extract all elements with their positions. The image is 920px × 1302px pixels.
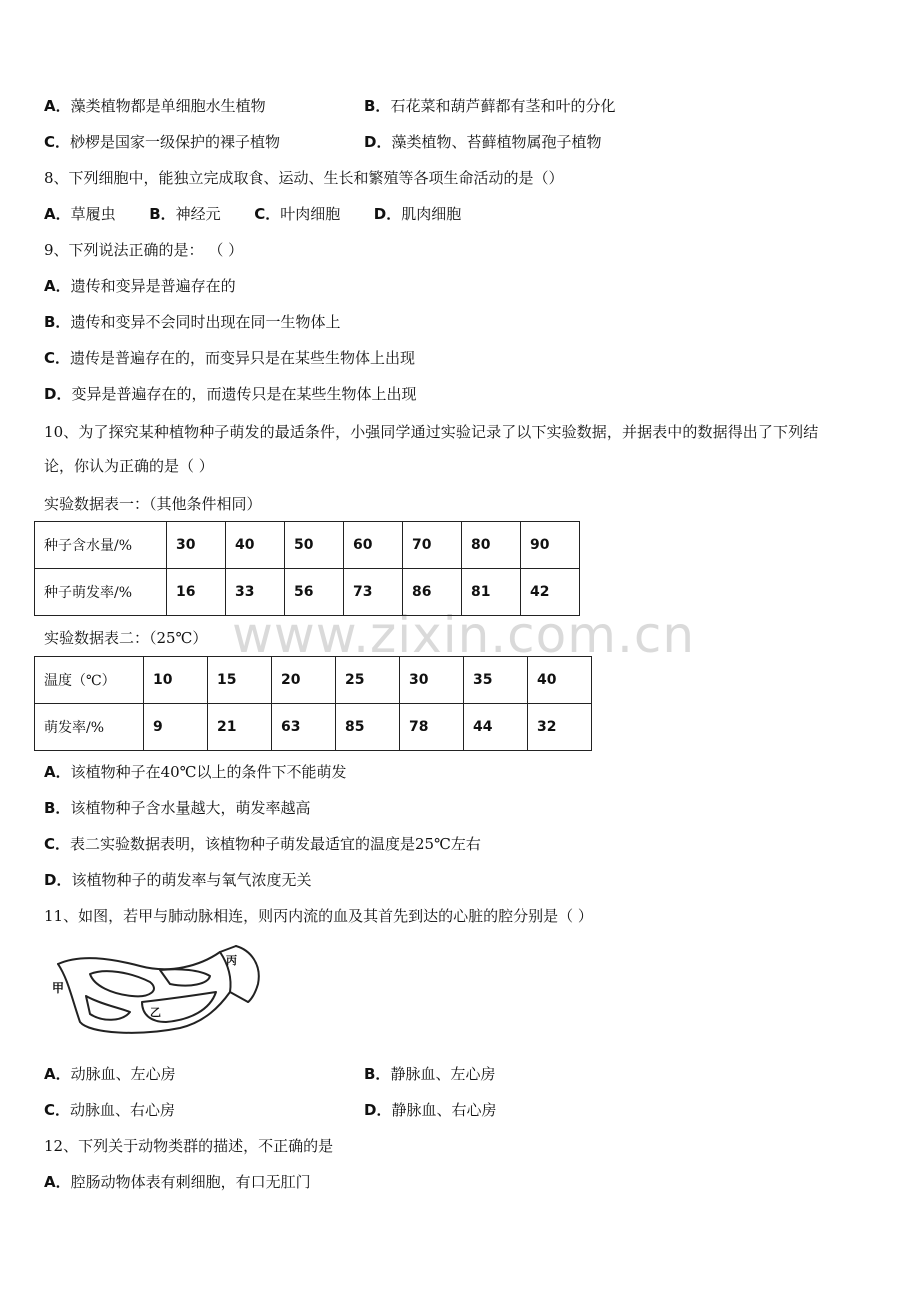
option-label: B． [44, 799, 71, 817]
option-text: 该植物种子在40℃以上的条件下不能萌发 [70, 763, 347, 781]
q7-option-c [44, 132, 280, 152]
table1-title: 实验数据表一：（其他条件相同） [44, 495, 262, 513]
table-cell: 90 [521, 522, 580, 569]
figure-label-jia: 甲 [52, 981, 65, 995]
table-row [35, 522, 580, 569]
table1 [34, 521, 580, 616]
table-cell: 20 [272, 657, 336, 704]
option-text: 动脉血、左心房 [70, 1065, 176, 1083]
option-text: 神经元 [175, 205, 221, 223]
table-row-header: 温度（℃） [35, 657, 144, 704]
table-cell: 78 [400, 704, 464, 751]
option-text: 遗传是普遍存在的，而变异只是在某些生物体上出现 [70, 349, 416, 367]
table-row-header: 种子含水量/% [35, 522, 167, 569]
q11-option-a [44, 1064, 176, 1084]
option-text: 遗传和变异是普遍存在的 [70, 277, 236, 295]
option-text: 藻类植物、苔藓植物属孢子植物 [391, 133, 602, 151]
table-cell: 80 [462, 522, 521, 569]
q9-option-a [44, 276, 236, 296]
option-label: A． [44, 97, 71, 115]
option-text: 静脉血、左心房 [390, 1065, 496, 1083]
option-text: 肌肉细胞 [401, 205, 462, 223]
q7-option-a [44, 96, 266, 116]
option-label: D． [373, 205, 402, 223]
option-text: 桫椤是国家一级保护的裸子植物 [70, 133, 281, 151]
table-cell: 42 [521, 569, 580, 616]
q11-stem: 11、如图，若甲与肺动脉相连，则丙内流的血及其首先到达的心脏的腔分别是（ ） [44, 907, 593, 925]
table-cell: 60 [344, 522, 403, 569]
table-cell: 73 [344, 569, 403, 616]
table-cell: 10 [144, 657, 208, 704]
table2-title: 实验数据表二：（25℃） [44, 629, 208, 647]
option-label: B． [44, 313, 71, 331]
option-label: C． [254, 205, 281, 223]
q12-stem: 12、下列关于动物类群的描述，不正确的是 [44, 1137, 334, 1155]
capillary-network-figure [50, 944, 270, 1040]
option-text: 遗传和变异不会同时出现在同一生物体上 [70, 313, 341, 331]
option-text: 静脉血、右心房 [391, 1101, 497, 1119]
option-text: 石花菜和葫芦藓都有茎和叶的分化 [390, 97, 616, 115]
option-label: A． [44, 1065, 71, 1083]
option-text: 该植物种子含水量越大，萌发率越高 [70, 799, 311, 817]
table-cell: 44 [464, 704, 528, 751]
option-label: C． [44, 133, 71, 151]
q8-options [44, 204, 461, 224]
option-text: 腔肠动物体表有刺细胞，有口无肛门 [70, 1173, 311, 1191]
table-cell: 63 [272, 704, 336, 751]
table-cell: 15 [208, 657, 272, 704]
q10-option-b [44, 798, 310, 818]
table-cell: 9 [144, 704, 208, 751]
option-label: A． [44, 277, 71, 295]
figure-label-bing: 丙 [226, 954, 237, 967]
table-cell: 50 [285, 522, 344, 569]
table-cell: 30 [167, 522, 226, 569]
table2 [34, 656, 592, 751]
q9-option-b [44, 312, 340, 332]
q8-stem: 8、下列细胞中，能独立完成取食、运动、生长和繁殖等各项生命活动的是（） [44, 169, 564, 187]
table-cell: 81 [462, 569, 521, 616]
option-label: D． [44, 871, 72, 889]
table-row [35, 569, 580, 616]
q10-option-d [44, 870, 311, 890]
q11-option-b [364, 1064, 495, 1084]
table-row [35, 657, 592, 704]
option-text: 该植物种子的萌发率与氧气浓度无关 [71, 871, 312, 889]
q7-option-b [364, 96, 615, 116]
option-label: B． [364, 1065, 391, 1083]
table-row [35, 704, 592, 751]
q12-option-a [44, 1172, 311, 1192]
table-cell: 16 [167, 569, 226, 616]
option-label: D． [364, 133, 392, 151]
option-label: A． [44, 763, 71, 781]
q10-stem-line1: 10、为了探究某种植物种子萌发的最适条件，小强同学通过实验记录了以下实验数据，并据表中的数据得出了下列结 [44, 423, 819, 441]
table-cell: 86 [403, 569, 462, 616]
table-cell: 85 [336, 704, 400, 751]
option-text: 表二实验数据表明，该植物种子萌发最适宜的温度是25℃左右 [70, 835, 481, 853]
q10-option-a [44, 762, 346, 782]
q10-stem-line2: 论，你认为正确的是（ ） [44, 457, 214, 475]
table-cell: 40 [528, 657, 592, 704]
option-text: 变异是普遍存在的，而遗传只是在某些生物体上出现 [71, 385, 417, 403]
q11-option-d [364, 1100, 496, 1120]
table-row-header: 种子萌发率/% [35, 569, 167, 616]
option-label: C． [44, 835, 71, 853]
table-cell: 25 [336, 657, 400, 704]
q9-option-c [44, 348, 415, 368]
option-label: B． [149, 205, 176, 223]
table-cell: 21 [208, 704, 272, 751]
option-text: 叶肉细胞 [280, 205, 341, 223]
table-cell: 70 [403, 522, 462, 569]
table-cell: 40 [226, 522, 285, 569]
table-cell: 56 [285, 569, 344, 616]
option-label: A． [44, 1173, 71, 1191]
option-label: C． [44, 349, 71, 367]
option-text: 动脉血、右心房 [70, 1101, 176, 1119]
table-cell: 32 [528, 704, 592, 751]
q9-stem: 9、下列说法正确的是： （ ） [44, 241, 244, 259]
table-cell: 33 [226, 569, 285, 616]
table-cell: 30 [400, 657, 464, 704]
watermark: www.zixin.com.cn [232, 606, 696, 664]
option-label: D． [44, 385, 72, 403]
q9-option-d [44, 384, 416, 404]
option-text: 藻类植物都是单细胞水生植物 [70, 97, 266, 115]
figure-label-yi: 乙 [150, 1006, 161, 1019]
q10-option-c [44, 834, 481, 854]
table-cell: 35 [464, 657, 528, 704]
option-text: 草履虫 [70, 205, 116, 223]
option-label: C． [44, 1101, 71, 1119]
option-label: D． [364, 1101, 392, 1119]
q11-option-c [44, 1100, 175, 1120]
q7-option-d [364, 132, 601, 152]
option-label: A． [44, 205, 71, 223]
option-label: B． [364, 97, 391, 115]
table-row-header: 萌发率/% [35, 704, 144, 751]
